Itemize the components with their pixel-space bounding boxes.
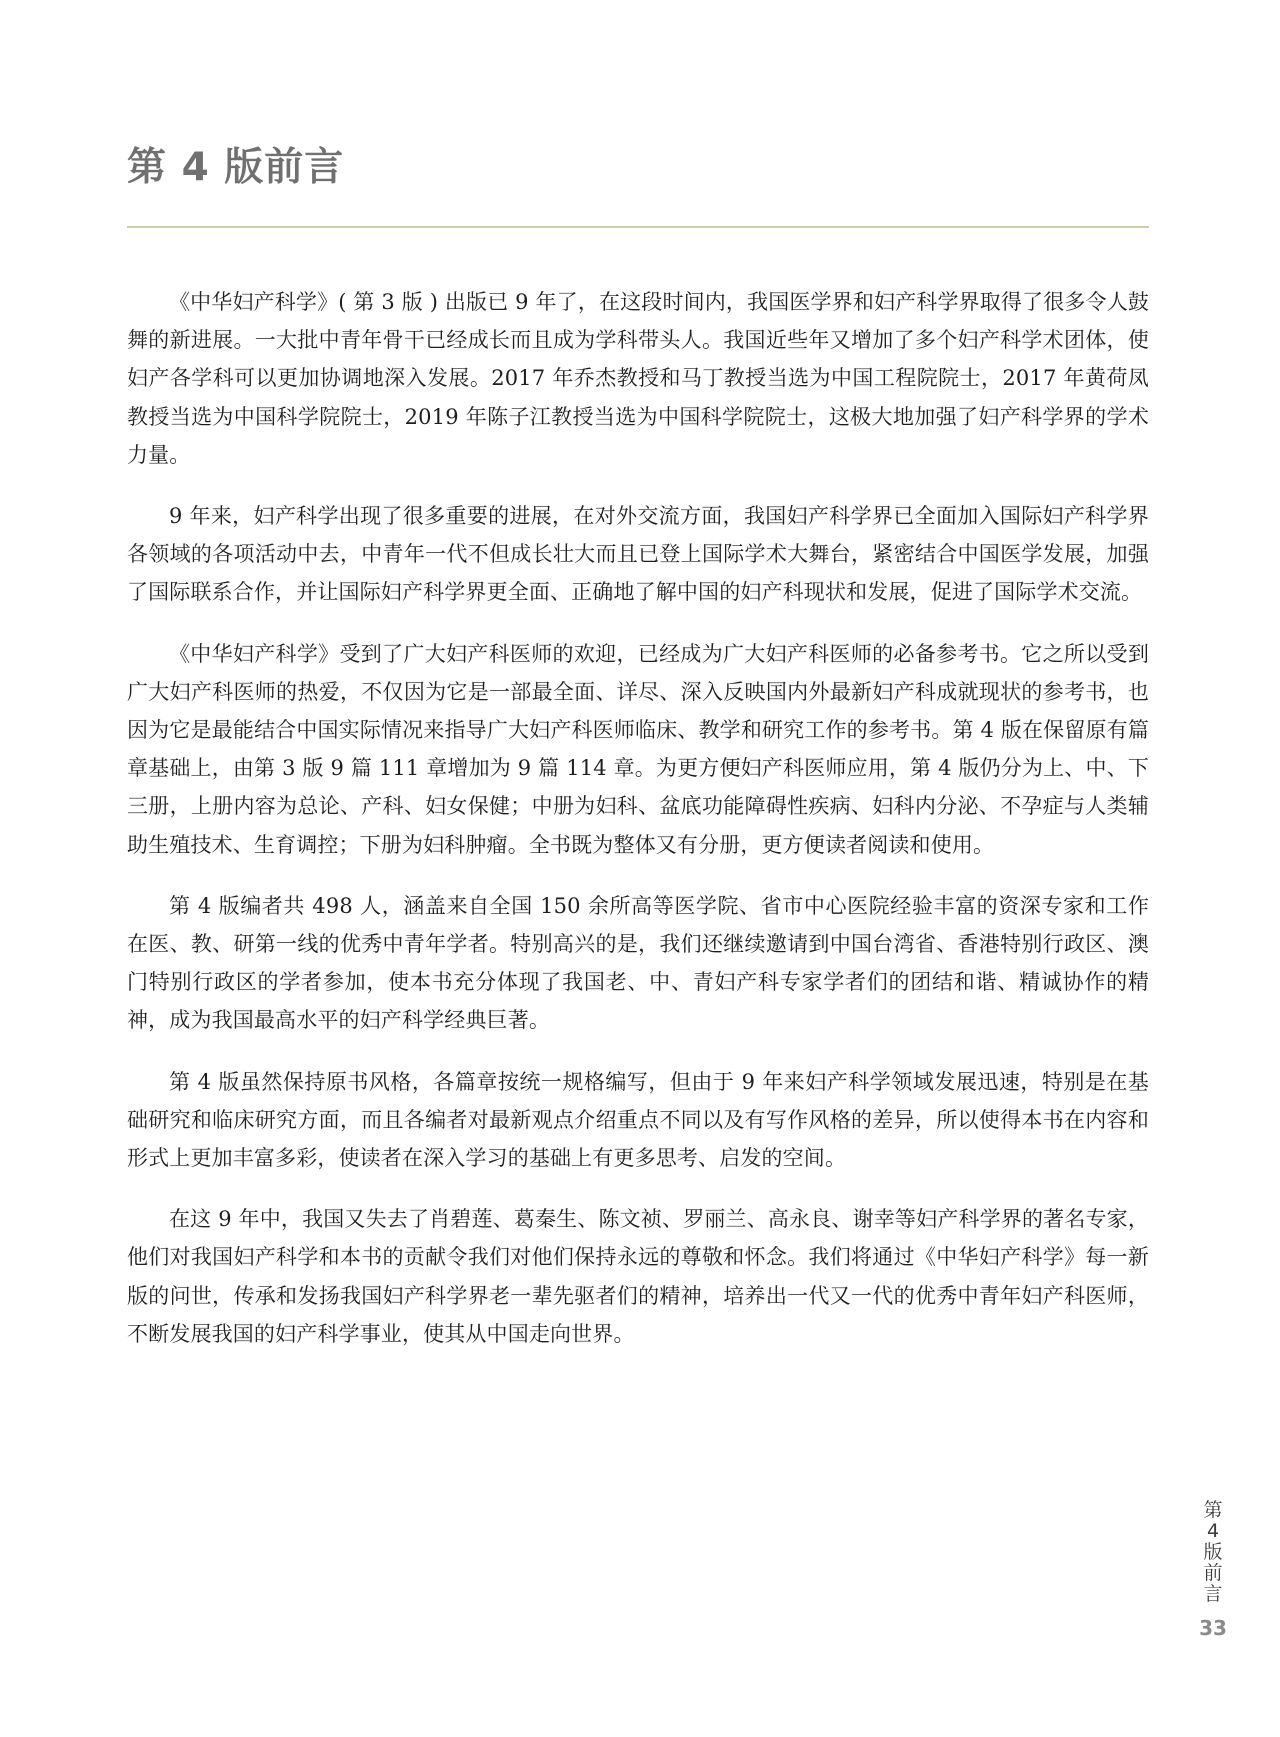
side-label-char: 第 <box>1203 1499 1223 1521</box>
title-divider <box>127 226 1149 228</box>
page-title: 第 4 版前言 <box>127 145 345 190</box>
side-label-char: 版 <box>1203 1541 1223 1563</box>
paragraph: 《中华妇产科学》( 第 3 版 ) 出版已 9 年了，在这段时间内，我国医学界和妇产科学界取得了很多令人鼓舞的新进展。一大批中青年骨干已经成长而且成为学科带头人。我国近些年又增加了多个妇产科学术团体，使妇产各学科可以更加协调地深入发展。2017 年乔杰教授和马丁教授当选为中国工程院院士，2017 年黄荷凤教授当选为中国科学院院士，2019 年陈子江教授当选为中国科学院院士，这极大地加强了妇产科学界的学术力量。 <box>127 290 1149 467</box>
preface-body <box>127 283 1149 1376</box>
side-label-char: 前 <box>1203 1562 1223 1584</box>
paragraph: 第 4 版编者共 498 人，涵盖来自全国 150 余所高等医学院、省市中心医院经验丰富的资深专家和工作在医、教、研第一线的优秀中青年学者。特别高兴的是，我们还继续邀请到中国台湾省、香港特别行政区、澳门特别行政区的学者参加，使本书充分体现了我国老、中、青妇产科专家学者们的团结和谐、精诚协作的精神，成为我国最高水平的妇产科学经典巨著。 <box>127 893 1149 1033</box>
side-label-char: 言 <box>1203 1583 1223 1605</box>
paragraph: 在这 9 年中，我国又失去了肖碧莲、葛秦生、陈文祯、罗丽兰、高永良、谢幸等妇产科学界的著名专家，他们对我国妇产科学和本书的贡献令我们对他们保持永远的尊敬和怀念。我们将通过《中华妇产科学》每一新版的问世，传承和发扬我国妇产科学界老一辈先驱者们的精神，培养出一代又一代的优秀中青年妇产科医师，不断发展我国的妇产科学事业，使其从中国走向世界。 <box>127 1207 1149 1346</box>
paragraph: 9 年来，妇产科学出现了很多重要的进展，在对外交流方面，我国妇产科学界已全面加入国际妇产科学界各领域的各项活动中去，中青年一代不但成长壮大而且已登上国际学术大舞台，紧密结合中国医学发展，加强了国际联系合作，并让国际妇产科学界更全面、正确地了解中国的妇产科现状和发展，促进了国际学术交流。 <box>127 504 1149 605</box>
page-number: 33 <box>1199 1616 1227 1640</box>
running-section-label <box>1198 1500 1228 1605</box>
paragraph: 《中华妇产科学》受到了广大妇产科医师的欢迎，已经成为广大妇产科医师的必备参考书。它之所以受到广大妇产科医师的热爱，不仅因为它是一部最全面、详尽、深入反映国内外最新妇产科成就现状的参考书，也因为它是最能结合中国实际情况来指导广大妇产科医师临床、教学和研究工作的参考书。第 4 版在保留原有篇章基础上，由第 3 版 9 篇 111 章增加为 9 篇 114 章。为更方便妇产科医师应用，第 4 版仍分为上、中、下三册，上册内容为总论、产科、妇女保健；中册为妇科、盆底功能障碍性疾病、妇科内分泌、不孕症与人类辅助生殖技术、生育调控；下册为妇科肿瘤。全书既为整体又有分册，更方便读者阅读和使用。 <box>127 641 1149 857</box>
side-label-char: 4 <box>1206 1520 1220 1542</box>
paragraph: 第 4 版虽然保持原书风格，各篇章按统一规格编写，但由于 9 年来妇产科学领域发展迅速，特别是在基础研究和临床研究方面，而且各编者对最新观点介绍重点不同以及有写作风格的差异，所以使得本书在内容和形式上更加丰富多彩，使读者在深入学习的基础上有更多思考、启发的空间。 <box>127 1069 1149 1171</box>
